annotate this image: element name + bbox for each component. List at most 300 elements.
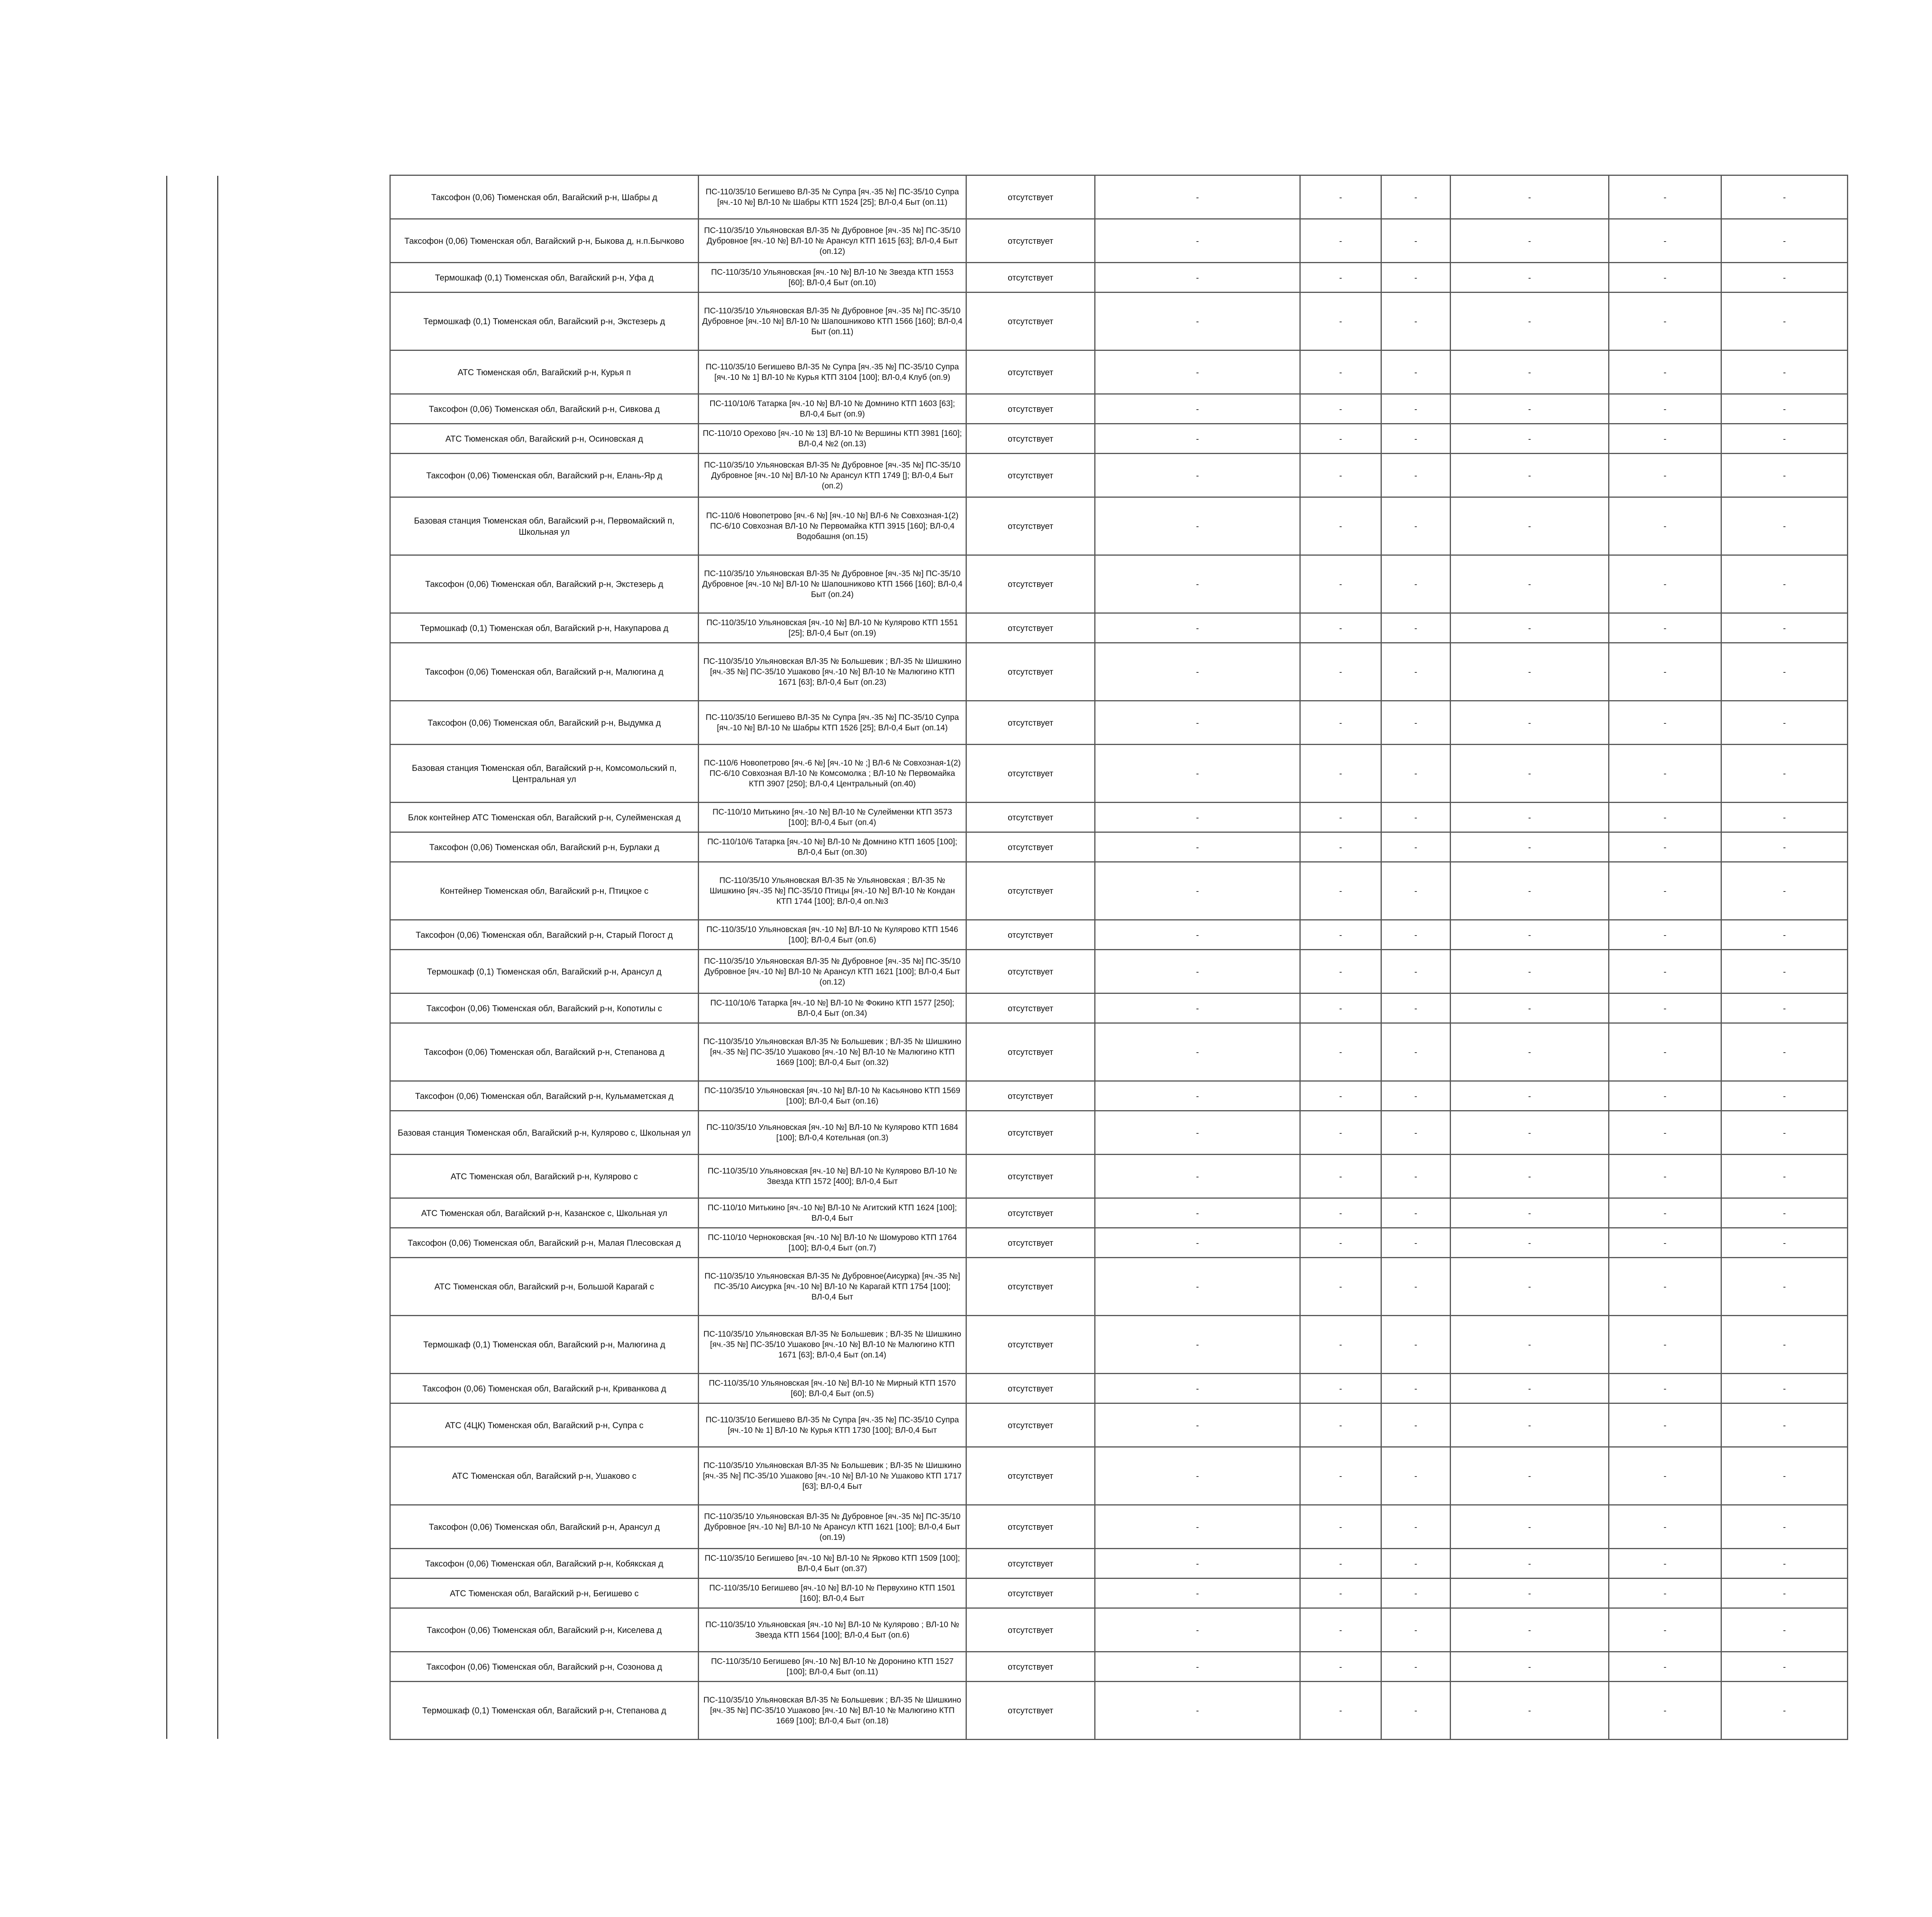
- cell-c4: -: [1095, 175, 1300, 219]
- cell-c5: -: [1300, 1316, 1381, 1374]
- cell-status: отсутствует: [966, 1652, 1095, 1682]
- cell-c7: -: [1451, 993, 1609, 1023]
- cell-c7: -: [1451, 1447, 1609, 1505]
- cell-object: АТС Тюменская обл, Вагайский р-н, Курья п: [390, 350, 699, 394]
- cell-c5: -: [1300, 1228, 1381, 1258]
- cell-object: Таксофон (0,06) Тюменская обл, Вагайский р-н, Копотилы с: [390, 993, 699, 1023]
- cell-c6: -: [1381, 1579, 1451, 1608]
- cell-c5: -: [1300, 993, 1381, 1023]
- cell-c4: -: [1095, 1023, 1300, 1081]
- cell-power-supply: ПС-110/35/10 Ульяновская ВЛ-35 № Дубровное [яч.-35 №] ПС-35/10 Дубровное [яч.-10 №] ВЛ-10 № Арансул КТП 1615 [63]; ВЛ-0,4 Быт (оп.12): [699, 219, 966, 263]
- cell-c5: -: [1300, 1111, 1381, 1155]
- table-row: [390, 1374, 1848, 1403]
- table-row: [390, 1579, 1848, 1608]
- cell-c7: -: [1451, 1682, 1609, 1740]
- table-row: [390, 862, 1848, 920]
- cell-c9: -: [1721, 497, 1848, 555]
- cell-c9: -: [1721, 263, 1848, 293]
- cell-c9: -: [1721, 175, 1848, 219]
- cell-c8: -: [1609, 1608, 1721, 1652]
- cell-c7: -: [1451, 1258, 1609, 1316]
- cell-c4: -: [1095, 993, 1300, 1023]
- cell-c8: -: [1609, 1403, 1721, 1447]
- cell-c6: -: [1381, 1258, 1451, 1316]
- cell-object: АТС Тюменская обл, Вагайский р-н, Казанское с, Школьная ул: [390, 1198, 699, 1228]
- cell-c6: -: [1381, 832, 1451, 862]
- cell-c7: -: [1451, 263, 1609, 293]
- cell-power-supply: ПС-110/35/10 Ульяновская [яч.-10 №] ВЛ-10 № Касьяново КТП 1569 [100]; ВЛ-0,4 Быт (оп.16): [699, 1081, 966, 1111]
- cell-c4: -: [1095, 350, 1300, 394]
- cell-c7: -: [1451, 454, 1609, 497]
- cell-power-supply: ПС-110/10 Митькино [яч.-10 №] ВЛ-10 № Агитский КТП 1624 [100]; ВЛ-0,4 Быт: [699, 1198, 966, 1228]
- cell-power-supply: ПС-110/35/10 Бегишево [яч.-10 №] ВЛ-10 № Ярково КТП 1509 [100]; ВЛ-0,4 Быт (оп.37): [699, 1549, 966, 1579]
- cell-object: Таксофон (0,06) Тюменская обл, Вагайский р-н, Криванкова д: [390, 1374, 699, 1403]
- cell-power-supply: ПС-110/35/10 Ульяновская ВЛ-35 № Большевик ; ВЛ-35 № Шишкино [яч.-35 №] ПС-35/10 Ушаково [яч.-10 №] ВЛ-10 № Малюгино КТП 1671 [63]; ВЛ-0,4 Быт (оп.23): [699, 643, 966, 701]
- cell-object: Термошкаф (0,1) Тюменская обл, Вагайский р-н, Степанова д: [390, 1682, 699, 1740]
- cell-power-supply: ПС-110/6 Новопетрово [яч.-6 №] [яч.-10 № ;] ВЛ-6 № Совхозная-1(2) ПС-6/10 Совхозная ВЛ-10 № Комсомолка ; ВЛ-10 № Первомайка КТП 3907 [250]; ВЛ-0,4 Центральный (оп.40): [699, 745, 966, 803]
- margin-line-right: [217, 176, 218, 1739]
- cell-c9: -: [1721, 1316, 1848, 1374]
- cell-c4: -: [1095, 803, 1300, 832]
- cell-c5: -: [1300, 1403, 1381, 1447]
- cell-status: отсутствует: [966, 1447, 1095, 1505]
- table-row: [390, 1198, 1848, 1228]
- cell-c6: -: [1381, 293, 1451, 350]
- cell-c9: -: [1721, 920, 1848, 950]
- cell-c9: -: [1721, 1374, 1848, 1403]
- cell-c8: -: [1609, 643, 1721, 701]
- cell-power-supply: ПС-110/35/10 Бегишево ВЛ-35 № Супра [яч.-35 №] ПС-35/10 Супра [яч.-10 №] ВЛ-10 № Шабры КТП 1526 [25]; ВЛ-0,4 Быт (оп.14): [699, 701, 966, 745]
- cell-status: отсутствует: [966, 1198, 1095, 1228]
- cell-object: Базовая станция Тюменская обл, Вагайский р-н, Кулярово с, Школьная ул: [390, 1111, 699, 1155]
- cell-power-supply: ПС-110/35/10 Ульяновская ВЛ-35 № Дубровное [яч.-35 №] ПС-35/10 Дубровное [яч.-10 №] ВЛ-10 № Шапошниково КТП 1566 [160]; ВЛ-0,4 Быт (оп.24): [699, 555, 966, 613]
- cell-c6: -: [1381, 1403, 1451, 1447]
- cell-status: отсутствует: [966, 1316, 1095, 1374]
- cell-c7: -: [1451, 745, 1609, 803]
- cell-c9: -: [1721, 555, 1848, 613]
- cell-c4: -: [1095, 1549, 1300, 1579]
- cell-c9: -: [1721, 1652, 1848, 1682]
- cell-c7: -: [1451, 1316, 1609, 1374]
- connection-table: [389, 175, 1848, 1740]
- cell-power-supply: ПС-110/35/10 Ульяновская ВЛ-35 № Большевик ; ВЛ-35 № Шишкино [яч.-35 №] ПС-35/10 Ушаково [яч.-10 №] ВЛ-10 № Малюгино КТП 1671 [63]; ВЛ-0,4 Быт (оп.14): [699, 1316, 966, 1374]
- cell-object: Термошкаф (0,1) Тюменская обл, Вагайский р-н, Накупарова д: [390, 613, 699, 643]
- table-row: [390, 1549, 1848, 1579]
- cell-c6: -: [1381, 1682, 1451, 1740]
- cell-c9: -: [1721, 219, 1848, 263]
- cell-c5: -: [1300, 1447, 1381, 1505]
- cell-object: АТС Тюменская обл, Вагайский р-н, Бегишево с: [390, 1579, 699, 1608]
- cell-c5: -: [1300, 643, 1381, 701]
- cell-c5: -: [1300, 1155, 1381, 1198]
- cell-power-supply: ПС-110/35/10 Ульяновская ВЛ-35 № Дубровное [яч.-35 №] ПС-35/10 Дубровное [яч.-10 №] ВЛ-10 № Шапошниково КТП 1566 [160]; ВЛ-0,4 Быт (оп.11): [699, 293, 966, 350]
- cell-c4: -: [1095, 1155, 1300, 1198]
- cell-power-supply: ПС-110/35/10 Ульяновская ВЛ-35 № Большевик ; ВЛ-35 № Шишкино [яч.-35 №] ПС-35/10 Ушаково [яч.-10 №] ВЛ-10 № Малюгино КТП 1669 [100]; ВЛ-0,4 Быт (оп.32): [699, 1023, 966, 1081]
- cell-c6: -: [1381, 454, 1451, 497]
- cell-power-supply: ПС-110/35/10 Ульяновская ВЛ-35 № Дубровное(Аисурка) [яч.-35 №] ПС-35/10 Аисурка [яч.-10 №] ВЛ-10 № Карагай КТП 1754 [100]; ВЛ-0,4 Быт: [699, 1258, 966, 1316]
- table-row: [390, 1608, 1848, 1652]
- cell-c6: -: [1381, 394, 1451, 424]
- cell-c9: -: [1721, 803, 1848, 832]
- cell-object: АТС Тюменская обл, Вагайский р-н, Большой Карагай с: [390, 1258, 699, 1316]
- table-row: [390, 803, 1848, 832]
- cell-c5: -: [1300, 745, 1381, 803]
- cell-c8: -: [1609, 175, 1721, 219]
- cell-c7: -: [1451, 350, 1609, 394]
- cell-object: Таксофон (0,06) Тюменская обл, Вагайский р-н, Арансул д: [390, 1505, 699, 1549]
- cell-c4: -: [1095, 1447, 1300, 1505]
- cell-power-supply: ПС-110/35/10 Ульяновская [яч.-10 №] ВЛ-10 № Кулярово ; ВЛ-10 № Звезда КТП 1564 [100]; ВЛ-0,4 Быт (оп.6): [699, 1608, 966, 1652]
- table-row: [390, 1652, 1848, 1682]
- table-row: [390, 424, 1848, 454]
- cell-c8: -: [1609, 1111, 1721, 1155]
- cell-status: отсутствует: [966, 1023, 1095, 1081]
- cell-c4: -: [1095, 1682, 1300, 1740]
- cell-power-supply: ПС-110/35/10 Ульяновская [яч.-10 №] ВЛ-10 № Кулярово КТП 1551 [25]; ВЛ-0,4 Быт (оп.19): [699, 613, 966, 643]
- cell-c9: -: [1721, 1403, 1848, 1447]
- cell-c8: -: [1609, 920, 1721, 950]
- margin-line-left: [166, 176, 167, 1739]
- cell-object: Таксофон (0,06) Тюменская обл, Вагайский р-н, Малая Плесовская д: [390, 1228, 699, 1258]
- cell-c6: -: [1381, 1023, 1451, 1081]
- cell-c5: -: [1300, 613, 1381, 643]
- cell-c5: -: [1300, 1549, 1381, 1579]
- cell-c7: -: [1451, 1505, 1609, 1549]
- cell-c5: -: [1300, 497, 1381, 555]
- cell-status: отсутствует: [966, 1608, 1095, 1652]
- cell-power-supply: ПС-110/6 Новопетрово [яч.-6 №] [яч.-10 №] ВЛ-6 № Совхозная-1(2) ПС-6/10 Совхозная ВЛ-10 № Первомайка КТП 3915 [160]; ВЛ-0,4 Водобашня (оп.15): [699, 497, 966, 555]
- cell-c7: -: [1451, 701, 1609, 745]
- cell-c6: -: [1381, 1111, 1451, 1155]
- cell-c9: -: [1721, 1081, 1848, 1111]
- cell-c6: -: [1381, 219, 1451, 263]
- cell-c8: -: [1609, 1316, 1721, 1374]
- cell-c8: -: [1609, 613, 1721, 643]
- cell-c5: -: [1300, 1198, 1381, 1228]
- cell-status: отсутствует: [966, 454, 1095, 497]
- cell-c6: -: [1381, 803, 1451, 832]
- cell-c5: -: [1300, 175, 1381, 219]
- cell-status: отсутствует: [966, 745, 1095, 803]
- cell-status: отсутствует: [966, 643, 1095, 701]
- cell-c6: -: [1381, 1081, 1451, 1111]
- cell-c8: -: [1609, 263, 1721, 293]
- cell-power-supply: ПС-110/35/10 Бегишево ВЛ-35 № Супра [яч.-35 №] ПС-35/10 Супра [яч.-10 № 1] ВЛ-10 № Курья КТП 1730 [100]; ВЛ-0,4 Быт: [699, 1403, 966, 1447]
- cell-power-supply: ПС-110/35/10 Бегишево [яч.-10 №] ВЛ-10 № Первухино КТП 1501 [160]; ВЛ-0,4 Быт: [699, 1579, 966, 1608]
- cell-power-supply: ПС-110/35/10 Бегишево ВЛ-35 № Супра [яч.-35 №] ПС-35/10 Супра [яч.-10 №] ВЛ-10 № Шабры КТП 1524 [25]; ВЛ-0,4 Быт (оп.11): [699, 175, 966, 219]
- cell-object: Таксофон (0,06) Тюменская обл, Вагайский р-н, Малюгина д: [390, 643, 699, 701]
- cell-c9: -: [1721, 862, 1848, 920]
- cell-c9: -: [1721, 1447, 1848, 1505]
- cell-status: отсутствует: [966, 1374, 1095, 1403]
- cell-object: Таксофон (0,06) Тюменская обл, Вагайский р-н, Кульмаметская д: [390, 1081, 699, 1111]
- cell-c8: -: [1609, 803, 1721, 832]
- cell-power-supply: ПС-110/10 Черноковская [яч.-10 №] ВЛ-10 № Шомурово КТП 1764 [100]; ВЛ-0,4 Быт (оп.7): [699, 1228, 966, 1258]
- table-row: [390, 745, 1848, 803]
- cell-c7: -: [1451, 1549, 1609, 1579]
- cell-c6: -: [1381, 424, 1451, 454]
- cell-c4: -: [1095, 643, 1300, 701]
- table-row: [390, 219, 1848, 263]
- cell-c5: -: [1300, 1023, 1381, 1081]
- table-row: [390, 920, 1848, 950]
- cell-power-supply: ПС-110/35/10 Ульяновская [яч.-10 №] ВЛ-10 № Звезда КТП 1553 [60]; ВЛ-0,4 Быт (оп.10): [699, 263, 966, 293]
- cell-c9: -: [1721, 701, 1848, 745]
- cell-c9: -: [1721, 350, 1848, 394]
- cell-c4: -: [1095, 832, 1300, 862]
- cell-c8: -: [1609, 1155, 1721, 1198]
- cell-c8: -: [1609, 293, 1721, 350]
- table-row: [390, 993, 1848, 1023]
- cell-power-supply: ПС-110/35/10 Ульяновская ВЛ-35 № Дубровное [яч.-35 №] ПС-35/10 Дубровное [яч.-10 №] ВЛ-10 № Арансул КТП 1621 [100]; ВЛ-0,4 Быт (оп.12): [699, 950, 966, 993]
- cell-status: отсутствует: [966, 1155, 1095, 1198]
- cell-c4: -: [1095, 862, 1300, 920]
- cell-c9: -: [1721, 1198, 1848, 1228]
- cell-c6: -: [1381, 920, 1451, 950]
- cell-object: АТС Тюменская обл, Вагайский р-н, Осиновская д: [390, 424, 699, 454]
- cell-status: отсутствует: [966, 1682, 1095, 1740]
- cell-status: отсутствует: [966, 497, 1095, 555]
- cell-c5: -: [1300, 832, 1381, 862]
- table-row: [390, 394, 1848, 424]
- cell-status: отсутствует: [966, 1505, 1095, 1549]
- cell-c5: -: [1300, 1682, 1381, 1740]
- cell-status: отсутствует: [966, 1549, 1095, 1579]
- cell-c6: -: [1381, 1652, 1451, 1682]
- cell-c7: -: [1451, 950, 1609, 993]
- cell-power-supply: ПС-110/35/10 Ульяновская ВЛ-35 № Дубровное [яч.-35 №] ПС-35/10 Дубровное [яч.-10 №] ВЛ-10 № Арансул КТП 1621 [100]; ВЛ-0,4 Быт (оп.19): [699, 1505, 966, 1549]
- cell-status: отсутствует: [966, 424, 1095, 454]
- cell-c5: -: [1300, 555, 1381, 613]
- cell-object: Таксофон (0,06) Тюменская обл, Вагайский р-н, Елань-Яр д: [390, 454, 699, 497]
- cell-c9: -: [1721, 745, 1848, 803]
- table-row: [390, 1155, 1848, 1198]
- cell-c4: -: [1095, 1228, 1300, 1258]
- cell-c5: -: [1300, 350, 1381, 394]
- cell-c5: -: [1300, 701, 1381, 745]
- cell-c8: -: [1609, 1374, 1721, 1403]
- cell-c4: -: [1095, 293, 1300, 350]
- cell-c4: -: [1095, 920, 1300, 950]
- cell-c6: -: [1381, 950, 1451, 993]
- table-row: [390, 613, 1848, 643]
- cell-c6: -: [1381, 613, 1451, 643]
- cell-power-supply: ПС-110/35/10 Ульяновская [яч.-10 №] ВЛ-10 № Кулярово КТП 1546 [100]; ВЛ-0,4 Быт (оп.6): [699, 920, 966, 950]
- table-row: [390, 350, 1848, 394]
- cell-c9: -: [1721, 394, 1848, 424]
- cell-power-supply: ПС-110/35/10 Ульяновская ВЛ-35 № Ульяновская ; ВЛ-35 № Шишкино [яч.-35 №] ПС-35/10 Птицы [яч.-10 №] ВЛ-10 № Кондан КТП 1744 [100]; ВЛ-0,4 оп.№3: [699, 862, 966, 920]
- cell-status: отсутствует: [966, 701, 1095, 745]
- cell-c6: -: [1381, 1447, 1451, 1505]
- cell-object: Таксофон (0,06) Тюменская обл, Вагайский р-н, Старый Погост д: [390, 920, 699, 950]
- cell-status: отсутствует: [966, 950, 1095, 993]
- cell-c4: -: [1095, 454, 1300, 497]
- cell-status: отсутствует: [966, 613, 1095, 643]
- cell-c4: -: [1095, 555, 1300, 613]
- cell-c8: -: [1609, 350, 1721, 394]
- cell-c4: -: [1095, 1403, 1300, 1447]
- cell-c5: -: [1300, 1579, 1381, 1608]
- cell-c8: -: [1609, 701, 1721, 745]
- cell-c5: -: [1300, 803, 1381, 832]
- cell-c4: -: [1095, 263, 1300, 293]
- cell-status: отсутствует: [966, 832, 1095, 862]
- table-row: [390, 497, 1848, 555]
- cell-c4: -: [1095, 1316, 1300, 1374]
- cell-object: АТС Тюменская обл, Вагайский р-н, Кулярово с: [390, 1155, 699, 1198]
- cell-c7: -: [1451, 1403, 1609, 1447]
- cell-c8: -: [1609, 1228, 1721, 1258]
- cell-c7: -: [1451, 803, 1609, 832]
- cell-c5: -: [1300, 1258, 1381, 1316]
- cell-c9: -: [1721, 1111, 1848, 1155]
- cell-c6: -: [1381, 1549, 1451, 1579]
- cell-c7: -: [1451, 1198, 1609, 1228]
- cell-c9: -: [1721, 1608, 1848, 1652]
- table-row: [390, 293, 1848, 350]
- cell-c5: -: [1300, 293, 1381, 350]
- table-row: [390, 1258, 1848, 1316]
- cell-c6: -: [1381, 1374, 1451, 1403]
- cell-c9: -: [1721, 1155, 1848, 1198]
- cell-c8: -: [1609, 219, 1721, 263]
- cell-c7: -: [1451, 862, 1609, 920]
- cell-object: Термошкаф (0,1) Тюменская обл, Вагайский р-н, Экстезерь д: [390, 293, 699, 350]
- cell-c4: -: [1095, 701, 1300, 745]
- cell-status: отсутствует: [966, 1258, 1095, 1316]
- cell-c7: -: [1451, 643, 1609, 701]
- cell-c4: -: [1095, 613, 1300, 643]
- cell-c6: -: [1381, 263, 1451, 293]
- cell-power-supply: ПС-110/35/10 Ульяновская [яч.-10 №] ВЛ-10 № Кулярово КТП 1684 [100]; ВЛ-0,4 Котельная (оп.3): [699, 1111, 966, 1155]
- cell-object: Таксофон (0,06) Тюменская обл, Вагайский р-н, Быкова д, н.п.Бычково: [390, 219, 699, 263]
- cell-c4: -: [1095, 1652, 1300, 1682]
- cell-c5: -: [1300, 219, 1381, 263]
- cell-c8: -: [1609, 497, 1721, 555]
- cell-status: отсутствует: [966, 920, 1095, 950]
- cell-power-supply: ПС-110/35/10 Бегишево [яч.-10 №] ВЛ-10 № Доронино КТП 1527 [100]; ВЛ-0,4 Быт (оп.11): [699, 1652, 966, 1682]
- cell-power-supply: ПС-110/10 Митькино [яч.-10 №] ВЛ-10 № Сулейменки КТП 3573 [100]; ВЛ-0,4 Быт (оп.4): [699, 803, 966, 832]
- cell-status: отсутствует: [966, 394, 1095, 424]
- cell-object: Таксофон (0,06) Тюменская обл, Вагайский р-н, Созонова д: [390, 1652, 699, 1682]
- table-row: [390, 1403, 1848, 1447]
- cell-c5: -: [1300, 1505, 1381, 1549]
- cell-c9: -: [1721, 950, 1848, 993]
- cell-object: Блок контейнер АТС Тюменская обл, Вагайский р-н, Сулейменская д: [390, 803, 699, 832]
- cell-c7: -: [1451, 497, 1609, 555]
- cell-object: Таксофон (0,06) Тюменская обл, Вагайский р-н, Кобякская д: [390, 1549, 699, 1579]
- cell-c6: -: [1381, 1155, 1451, 1198]
- cell-c6: -: [1381, 350, 1451, 394]
- cell-status: отсутствует: [966, 555, 1095, 613]
- cell-c6: -: [1381, 701, 1451, 745]
- cell-c8: -: [1609, 1023, 1721, 1081]
- cell-c6: -: [1381, 1198, 1451, 1228]
- cell-c4: -: [1095, 1198, 1300, 1228]
- cell-c4: -: [1095, 1608, 1300, 1652]
- cell-c7: -: [1451, 1652, 1609, 1682]
- cell-object: Термошкаф (0,1) Тюменская обл, Вагайский р-н, Уфа д: [390, 263, 699, 293]
- cell-status: отсутствует: [966, 1081, 1095, 1111]
- cell-c4: -: [1095, 1081, 1300, 1111]
- cell-object: АТС (4ЦК) Тюменская обл, Вагайский р-н, Супра с: [390, 1403, 699, 1447]
- document-sheet: [389, 175, 1847, 1740]
- cell-c7: -: [1451, 1228, 1609, 1258]
- cell-c4: -: [1095, 1505, 1300, 1549]
- cell-c8: -: [1609, 454, 1721, 497]
- cell-status: отсутствует: [966, 993, 1095, 1023]
- cell-c8: -: [1609, 1081, 1721, 1111]
- cell-c6: -: [1381, 175, 1451, 219]
- cell-c9: -: [1721, 454, 1848, 497]
- cell-c9: -: [1721, 832, 1848, 862]
- cell-c7: -: [1451, 293, 1609, 350]
- table-row: [390, 175, 1848, 219]
- cell-status: отсутствует: [966, 350, 1095, 394]
- cell-c4: -: [1095, 1258, 1300, 1316]
- cell-object: Таксофон (0,06) Тюменская обл, Вагайский р-н, Бурлаки д: [390, 832, 699, 862]
- cell-c5: -: [1300, 950, 1381, 993]
- cell-status: отсутствует: [966, 1579, 1095, 1608]
- cell-c8: -: [1609, 950, 1721, 993]
- cell-c5: -: [1300, 424, 1381, 454]
- cell-object: Термошкаф (0,1) Тюменская обл, Вагайский р-н, Арансул д: [390, 950, 699, 993]
- table-row: [390, 1505, 1848, 1549]
- cell-c7: -: [1451, 424, 1609, 454]
- cell-power-supply: ПС-110/35/10 Ульяновская ВЛ-35 № Большевик ; ВЛ-35 № Шишкино [яч.-35 №] ПС-35/10 Ушаково [яч.-10 №] ВЛ-10 № Малюгино КТП 1669 [100]; ВЛ-0,4 Быт (оп.18): [699, 1682, 966, 1740]
- cell-c7: -: [1451, 1374, 1609, 1403]
- cell-c4: -: [1095, 1111, 1300, 1155]
- table-row: [390, 1228, 1848, 1258]
- cell-c9: -: [1721, 424, 1848, 454]
- cell-c4: -: [1095, 219, 1300, 263]
- table-body: [390, 175, 1848, 1740]
- cell-status: отсутствует: [966, 803, 1095, 832]
- cell-status: отсутствует: [966, 293, 1095, 350]
- cell-c8: -: [1609, 1682, 1721, 1740]
- table-row: [390, 1023, 1848, 1081]
- cell-c9: -: [1721, 993, 1848, 1023]
- cell-c9: -: [1721, 1549, 1848, 1579]
- cell-c9: -: [1721, 1258, 1848, 1316]
- table-row: [390, 263, 1848, 293]
- cell-c9: -: [1721, 293, 1848, 350]
- cell-c6: -: [1381, 1608, 1451, 1652]
- cell-object: Таксофон (0,06) Тюменская обл, Вагайский р-н, Степанова д: [390, 1023, 699, 1081]
- cell-c8: -: [1609, 1549, 1721, 1579]
- cell-object: Базовая станция Тюменская обл, Вагайский р-н, Первомайский п, Школьная ул: [390, 497, 699, 555]
- cell-c6: -: [1381, 745, 1451, 803]
- cell-c8: -: [1609, 555, 1721, 613]
- cell-power-supply: ПС-110/35/10 Ульяновская ВЛ-35 № Большевик ; ВЛ-35 № Шишкино [яч.-35 №] ПС-35/10 Ушаково [яч.-10 №] ВЛ-10 № Ушаково КТП 1717 [63]; ВЛ-0,4 Быт: [699, 1447, 966, 1505]
- cell-c7: -: [1451, 1608, 1609, 1652]
- table-row: [390, 1682, 1848, 1740]
- cell-c5: -: [1300, 263, 1381, 293]
- cell-c9: -: [1721, 643, 1848, 701]
- table-row: [390, 454, 1848, 497]
- cell-c4: -: [1095, 1374, 1300, 1403]
- table-row: [390, 1111, 1848, 1155]
- table-row: [390, 832, 1848, 862]
- cell-c8: -: [1609, 1505, 1721, 1549]
- cell-c4: -: [1095, 394, 1300, 424]
- table-row: [390, 701, 1848, 745]
- cell-c7: -: [1451, 219, 1609, 263]
- cell-c7: -: [1451, 1155, 1609, 1198]
- cell-power-supply: ПС-110/35/10 Ульяновская [яч.-10 №] ВЛ-10 № Мирный КТП 1570 [60]; ВЛ-0,4 Быт (оп.5): [699, 1374, 966, 1403]
- cell-c5: -: [1300, 1374, 1381, 1403]
- cell-c4: -: [1095, 950, 1300, 993]
